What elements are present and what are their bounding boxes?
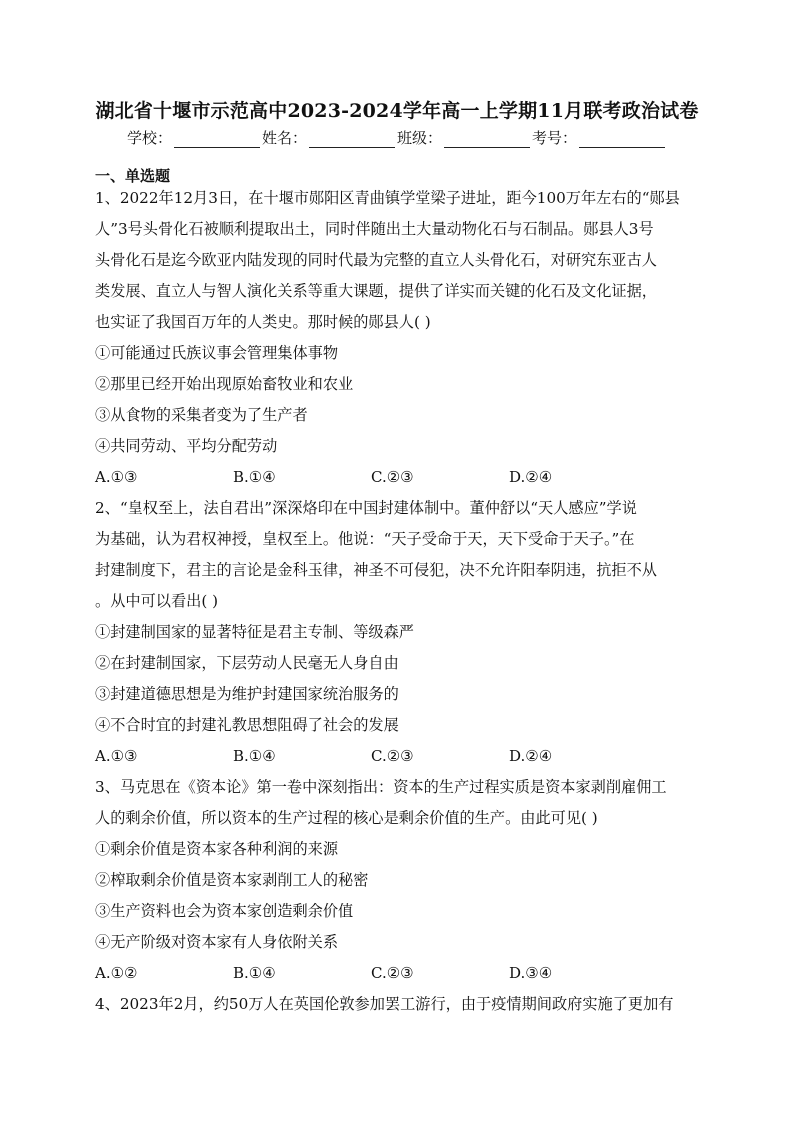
question-line: 人”3号头骨化石被顺利提取出土，同时伴随出土大量动物化石与石制品。郧县人3号 [95,220,654,238]
question-1 [95,183,705,462]
question-line: 封建制度下，君主的言论是金科玉律，神圣不可侵犯，决不允许阳奉阴违，抗拒不从 [95,561,657,579]
answer-choice-a[interactable]: A.①③ [95,747,138,765]
option-line: ④共同劳动、平均分配劳动 [95,437,278,455]
option-line: ①剩余价值是资本家各种利润的来源 [95,840,338,858]
answer-choice-a[interactable]: A.①③ [95,468,138,486]
answer-choice-b[interactable]: B.①④ [233,964,276,982]
option-line: ①可能通过氏族议事会管理集体事物 [95,344,338,362]
answer-choices-3 [95,958,705,989]
student-info-line [0,127,794,148]
question-line: 类发展、直立人与智人演化关系等重大课题，提供了详实而关键的化石及文化证据， [95,282,657,300]
option-line: ③生产资料也会为资本家创造剩余价值 [95,902,354,920]
option-line: ④不合时宜的封建礼教思想阻碍了社会的发展 [95,716,399,734]
class-blank[interactable] [444,133,530,148]
name-label: 姓名： [261,129,307,147]
class-label: 班级： [397,129,443,147]
option-line: ③从食物的采集者变为了生产者 [95,406,308,424]
question-line: 人的剩余价值，所以资本的生产过程的核心是剩余价值的生产。由此可见( ) [95,809,598,827]
question-line: 2、“皇权至上，法自君出”深深烙印在中国封建体制中。董仲舒以“天人感应”学说 [95,499,637,517]
answer-choices-1 [95,462,705,493]
question-line: 。从中可以看出( ) [95,592,218,610]
answer-choice-a[interactable]: A.①② [95,964,138,982]
question-4 [95,989,705,1020]
question-line: 为基础，认为君权神授，皇权至上。他说：“天子受命于天，天下受命于天子。”在 [95,530,635,548]
option-line: ②那里已经开始出现原始畜牧业和农业 [95,375,354,393]
answer-choice-d[interactable]: D.②④ [509,747,553,765]
name-blank[interactable] [309,133,395,148]
answer-choice-c[interactable]: C.②③ [371,964,414,982]
answer-choice-d[interactable]: D.③④ [509,964,553,982]
answer-choice-c[interactable]: C.②③ [371,747,414,765]
question-3 [95,772,705,958]
exam-no-label: 考号： [532,129,578,147]
answer-choices-2 [95,741,705,772]
document-title: 湖北省十堰市示范高中2023-2024学年高一上学期11月联考政治试卷 [95,100,699,122]
answer-choice-d[interactable]: D.②④ [509,468,553,486]
school-label: 学校： [126,129,172,147]
option-line: ④无产阶级对资本家有人身依附关系 [95,933,338,951]
option-line: ②榨取剩余价值是资本家剥削工人的秘密 [95,871,369,889]
option-line: ②在封建制国家，下层劳动人民毫无人身自由 [95,654,399,672]
question-line: 头骨化石是迄今欧亚内陆发现的同时代最为完整的直立人头骨化石，对研究东亚古人 [95,251,657,269]
option-line: ③封建道德思想是为维护封建国家统治服务的 [95,685,399,703]
section-title: 一、单选题 [95,167,171,185]
answer-choice-c[interactable]: C.②③ [371,468,414,486]
school-blank[interactable] [174,133,260,148]
question-line: 3、马克思在《资本论》第一卷中深刻指出：资本的生产过程实质是资本家剥削雇佣工 [95,778,667,796]
answer-choice-b[interactable]: B.①④ [233,747,276,765]
answer-choice-b[interactable]: B.①④ [233,468,276,486]
question-line: 1、2022年12月3日，在十堰市郧阳区青曲镇学堂梁子进址，距今100万年左右的“郧县 [95,189,680,207]
question-line: 4、2023年2月，约50万人在英国伦敦参加罢工游行，由于疫情期间政府实施了更加有 [95,995,674,1013]
option-line: ①封建制国家的显著特征是君主专制、等级森严 [95,623,414,641]
question-line: 也实证了我国百万年的人类史。那时候的郧县人( ) [95,313,431,331]
question-2 [95,493,705,741]
exam-no-blank[interactable] [579,133,665,148]
